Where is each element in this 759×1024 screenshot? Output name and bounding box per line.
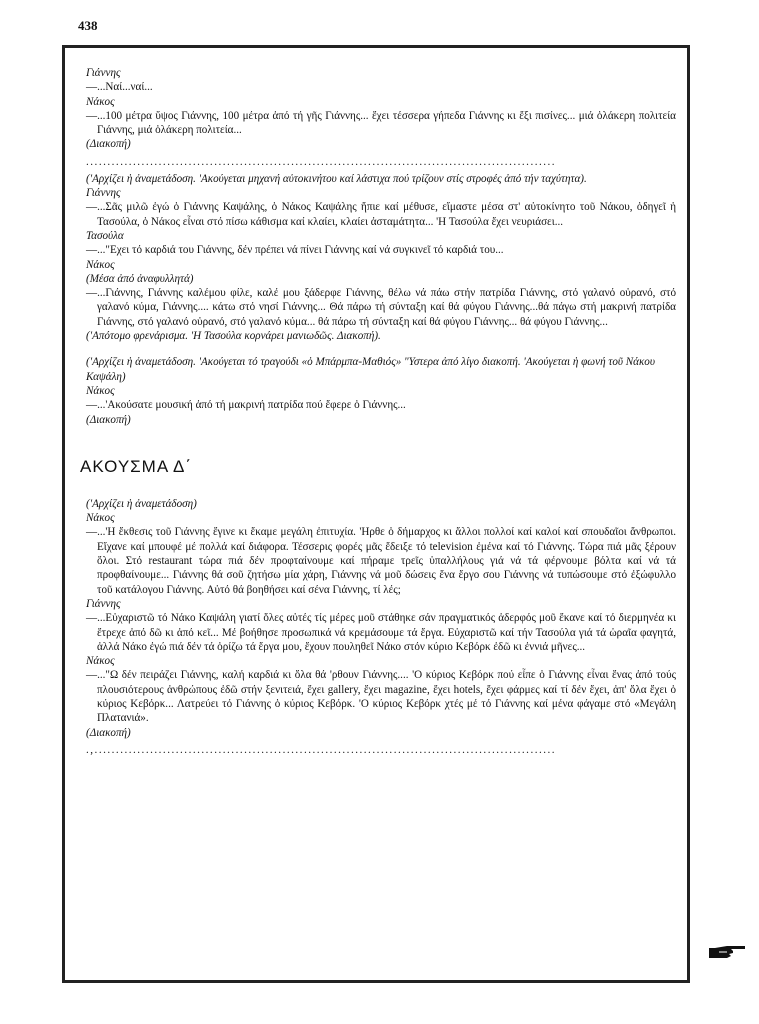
speaker-name: Νάκος (86, 512, 115, 525)
dialogue-line: —...Σᾶς μιλῶ ἐγώ ὁ Γιάννης Καψάλης, ὁ Νάκος Καψάλης ἤπιε καί μέθυσε, εἴμαστε μέσα στ' αὐτοκίνητο τοῦ Νάκου, ὁδηγεῖ ἡ Τασούλα, ὁ Νάκος εἶναι στό πίσω κάθισμα καί κλαίει, κλαίει ἀσταμάτητα... 'Η Τασούλα ἔχει νευριάσει... (86, 201, 676, 228)
dialogue-block-1 (86, 66, 676, 152)
stage-direction: ('Αρχίζει ἡ ἀναμετάδοση. 'Ακούγεται τό τραγούδι «ὁ Μπάρμπα-Μαθιός» "Υστερα ἀπό λίγο διακοπή. 'Ακούγεται ἡ φωνή τοῦ Νάκου Καψάλη) (86, 356, 655, 383)
dialogue-line: —...Ναί...ναί... (86, 81, 153, 94)
speaker-name: Νάκος (86, 95, 115, 108)
stage-direction: ('Απότομο φρενάρισμα. 'Η Τασούλα κορνάρει μανιωδῶς. Διακοπή). (86, 330, 381, 343)
speaker-name: Γιάννης (86, 67, 121, 79)
speaker-name: Γιάννης (86, 187, 121, 200)
stage-direction: ('Αρχίζει ἡ ἀναμετάδοση) (86, 497, 197, 510)
stage-direction: ('Αρχίζει ἡ ἀναμετάδοση. 'Ακούγεται μηχανή αὐτοκινήτου καί λάστιχα πού τρίζουν στίς στροφές ἀπό τήν ταχύτητα). (86, 172, 587, 185)
dialogue-line: —..."Εχει τό καρδιά του Γιάννης, δέν πρέπει νά πίνει Γιάννης καί νά συγκινεῖ τό καρδιά του... (86, 244, 504, 257)
stage-direction: (Διακοπή) (86, 726, 131, 739)
pointing-hand-icon (707, 942, 747, 960)
dialogue-line: —...Εὐχαριστῶ τό Νάκο Καψάλη γιατί ὅλες αὐτές τίς μέρες μοῦ στάθηκε σάν πραγματικός ἀδερφός μοῦ ἔκανε καί τό διερμηνέα κι ἔτρεχε ἀπό δῶ κι ἀπό κεῖ... Μέ βοήθησε προσωπικά νά κρεμάσουμε τά ἔργα. Εὐχαριστῶ καί τήν Τασούλα γιά τά ὡραῖα φαγητά, ἀλλά Νάκο ἐγώ πιά δέν τά ὁρίζω τά ἔργα μου, ἔχουν πουληθεῖ Νάκο στόν κύριο Κεβόρκ ἐδῶ κι ἐννιά μῆνες... (86, 612, 676, 653)
speaker-name: Νάκος (86, 655, 115, 668)
dialogue-line: —...Γιάννης, Γιάννης καλέμου φίλε, καλέ μου ξάδερφε Γιάννης, θέλω νά πάω στήν πατρίδα Γιάννης, στό γαλανό οὐρανό, στό γαλανό κύμα, Γιάννης.... κάτω στό νησί Γιάννης... Θά πάρω τή σύνταξη καί θά φύγου Γιάννης...θά πάγω στή μακρινή πατρίδα Γιάννης, στό γαλανό οὐρανό, στό γαλανό κύμα... θά πάρω τή σύνταξη καί θά φύγου Γιάννης... θά φύγου Γιάννης... (86, 287, 676, 328)
dialogue-line: —..."Ω δέν πειράζει Γιάννης, καλή καρδιά κι ὅλα θά 'ρθουν Γιάννης.... 'Ο κύριος Κεβόρκ πού εἶπε ὁ Γιάννης εἶναι ἕνας ἀπό τούς πλουσιότερους ἀνθρώπους ἐδῶ στήν ξενιτειά, ἔχει gallery, ἔχει magazine, ἔχει hotels, ἔχει φάρμες καί τί δέν ἔχει, ἀπ' ὅλα ἔχει ὁ κύριος Κεβόρκ... Λατρεύει τό Γιάννης ὁ κύριος Κεβόρκ. 'Ο κύριος Κεβόρκ χτές μέ τό Γιάννης καί μένα φάγαμε στό «Μεγάλη Πλατανιά». (86, 669, 676, 725)
dialogue-block-3 (86, 355, 676, 426)
page-number: 438 (78, 18, 98, 33)
speaker-name: Νάκος (86, 258, 115, 271)
speaker-name: Νάκος (86, 384, 115, 397)
dotted-separator-end: .,............................................................................................................ (86, 743, 557, 756)
dialogue-block-2 (86, 172, 676, 344)
dotted-separator: .............................................................................................................. (86, 155, 557, 168)
stage-direction: (Μέσα ἀπό ἀναφυλλητά) (86, 272, 194, 285)
dialogue-line: —...'Ακούσατε μουσική ἀπό τή μακρινή πατρίδα πού ἔφερε ὁ Γιάννης... (86, 399, 406, 412)
section-title: ΑΚΟΥΣΜΑ Δ΄ (80, 456, 193, 476)
speaker-name: Τασούλα (86, 229, 124, 242)
speaker-name: Γιάννης (86, 597, 121, 610)
dialogue-line: —...100 μέτρα ὕψος Γιάννης, 100 μέτρα ἀπό τή γῆς Γιάννης... ἔχει τέσσερα γήπεδα Γιάννης κι ἔξι πισίνες... μιά ὁλάκερη πολιτεία Γιάννης, μιά ὁλάκερη πολιτεία... (86, 109, 676, 137)
dialogue-line: —...'Η ἔκθεσις τοῦ Γιάννης ἔγινε κι ἔκαμε μεγάλη ἐπιτυχία. 'Ηρθε ὁ δήμαρχος κι ἄλλοι πολλοί καί καλοί καί σπουδαῖοι ἄνθρωποι. Εἴχανε καί μπουφέ μέ πολλά καί διάφορα. Τέσσερις φορές μᾶς ἔδειξε τό television ἐμένα καί τό Γιάννης. Τώρα πιά μᾶς ξέρουν ὅλοι. Στό restaurant τώρα πιά δέν προφταίνουμε καί πήραμε τρεῖς ὑπαλλήλους γιά νά τά φέρνουμε βόλτα καί νά τά προφθαίνουμε... Γιάννης θά σοῦ ζητήσω μία χάρη, Γιάννης νά μοῦ δώσεις ἕνα ἔργο σου Γιάννης νά τυπώσουμε στό ἐξώφυλλο τοῦ κατάλογου Γιάννης. Αὐτό θά βοηθήσει καί σένα Γιάννης, τί λές; (86, 526, 676, 596)
paragraph-gap (86, 343, 676, 355)
stage-direction: (Διακοπή) (86, 413, 131, 426)
stage-direction: (Διακοπή) (86, 138, 131, 151)
dialogue-block-4 (86, 497, 676, 740)
page-content (80, 66, 676, 760)
